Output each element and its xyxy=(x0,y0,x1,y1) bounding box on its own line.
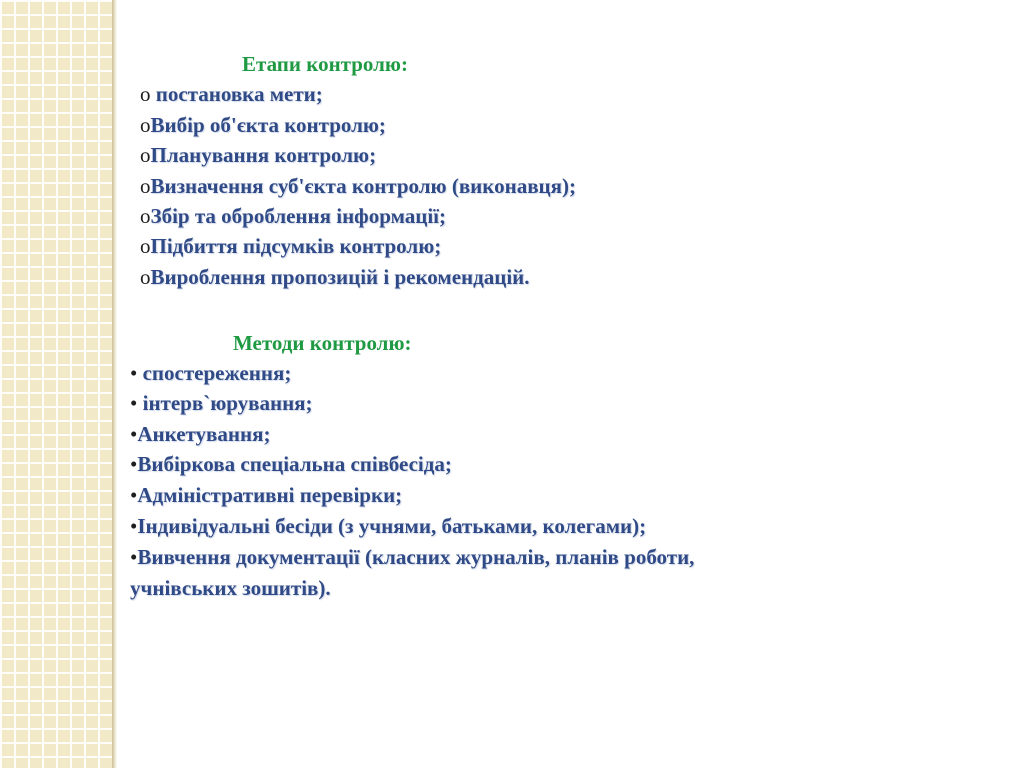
dot-bullet-icon: • xyxy=(130,483,138,507)
stage-item: oВибір об'єкта контролю; xyxy=(140,110,386,140)
dot-bullet-icon: • xyxy=(130,422,138,446)
stages-title: Етапи контролю: xyxy=(242,52,408,76)
dot-bullet-icon: • xyxy=(130,361,138,385)
methods-title: Методи контролю: xyxy=(233,331,412,355)
dot-bullet-icon: • xyxy=(130,545,138,569)
circle-bullet-icon: o xyxy=(140,113,151,137)
dot-bullet-icon: • xyxy=(130,514,138,538)
method-item: • спостереження; xyxy=(130,358,291,388)
circle-bullet-icon: o xyxy=(140,82,151,106)
method-item: •Індивідуальні бесіди (з учнями, батьками, колегами); xyxy=(130,511,646,541)
circle-bullet-icon: o xyxy=(140,204,151,228)
stage-item: oЗбір та оброблення інформації; xyxy=(140,201,446,231)
circle-bullet-icon: o xyxy=(140,143,151,167)
circle-bullet-icon: o xyxy=(140,265,151,289)
circle-bullet-icon: o xyxy=(140,234,151,258)
circle-bullet-icon: o xyxy=(140,174,151,198)
method-item: •Вивчення документації (класних журналів, планів роботи, xyxy=(130,542,694,572)
stage-item: o постановка мети; xyxy=(140,79,323,109)
method-item: •Анкетування; xyxy=(130,419,270,449)
stage-item: oПланування контролю; xyxy=(140,140,376,170)
stage-item: oВизначення суб'єкта контролю (виконавця); xyxy=(140,171,576,201)
method-item: •Вибіркова спеціальна співбесіда; xyxy=(130,449,452,479)
method-item-continuation: учнівських зошитів). xyxy=(130,576,331,600)
method-item: • інтерв`юрування; xyxy=(130,388,313,418)
method-item: •Адміністративні перевірки; xyxy=(130,480,402,510)
stage-item: oПідбиття підсумків контролю; xyxy=(140,231,441,261)
dot-bullet-icon: • xyxy=(130,452,138,476)
stage-item: oВироблення пропозицій і рекомендацій. xyxy=(140,262,530,292)
dot-bullet-icon: • xyxy=(130,391,138,415)
